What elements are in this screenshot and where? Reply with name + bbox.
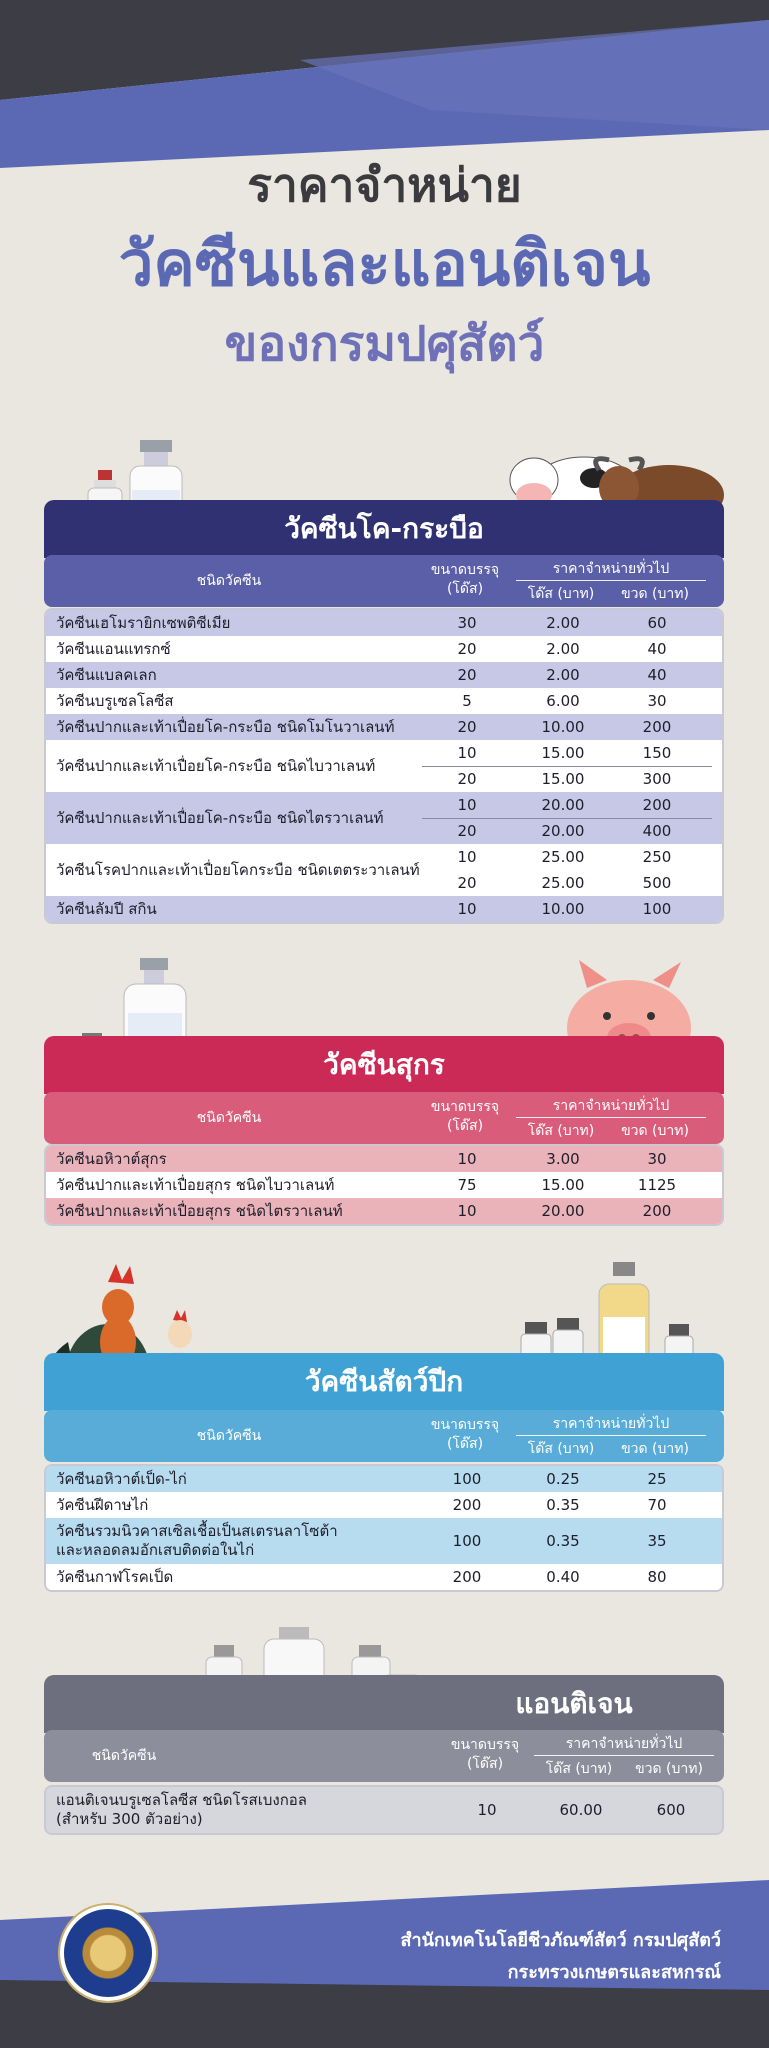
column-general-price: ราคาจำหน่ายทั่วไป bbox=[516, 558, 706, 581]
column-vaccine-type: ชนิดวัคซีน bbox=[91, 1748, 157, 1764]
column-general-price: ราคาจำหน่ายทั่วไป bbox=[516, 1413, 706, 1436]
column-vaccine-type: ชนิดวัคซีน bbox=[196, 1110, 262, 1126]
footer-line-bureau: สำนักเทคโนโลยีชีวภัณฑ์สัตว์ กรมปศุสัตว์ bbox=[400, 1930, 721, 1951]
poultry-section bbox=[44, 1262, 724, 1602]
column-price-per-dose: โด๊ส (บาท) bbox=[527, 1123, 595, 1139]
column-price-per-dose: โด๊ส (บาท) bbox=[527, 586, 595, 602]
table-row: วัคซีนปากและเท้าเปื่อยสุกร ชนิดไตรวาเลนท์ 10 20.00 200 bbox=[46, 1198, 722, 1224]
poultry-table bbox=[44, 1464, 724, 1592]
table-row: วัคซีนแบลคเลก 20 2.00 40 bbox=[46, 662, 722, 688]
footer-organization bbox=[400, 1925, 721, 1989]
table-row: วัคซีนปากและเท้าเปื่อยโค-กระบือ ชนิดไตรวาเลนท์ 10 20.00 200 20 20.00 400 bbox=[46, 792, 722, 844]
column-pack-size: ขนาดบรรจุ (โด๊ส) bbox=[430, 1417, 500, 1452]
table-row: วัคซีนบรูเซลโลซีส 5 6.00 30 bbox=[46, 688, 722, 714]
column-price-per-bottle: ขวด (บาท) bbox=[621, 1441, 689, 1457]
cattle-table bbox=[44, 608, 724, 924]
title-line-price: ราคาจำหน่าย bbox=[247, 158, 522, 212]
footer-line-ministry: กระทรวงเกษตรและสหกรณ์ bbox=[507, 1962, 721, 1983]
table-row: วัคซีนเฮโมรายิกเซพติซีเมีย 30 2.00 60 bbox=[46, 610, 722, 636]
table-row: วัคซีนโรคปากและเท้าเปื่อยโคกระบือ ชนิดเตตระวาเลนท์ 10 25.00 250 20 25.00 500 bbox=[46, 844, 722, 896]
column-general-price: ราคาจำหน่ายทั่วไป bbox=[534, 1733, 714, 1756]
swine-column-header bbox=[44, 1092, 724, 1144]
column-pack-size: ขนาดบรรจุ (โด๊ส) bbox=[450, 1737, 520, 1772]
column-price-per-bottle: ขวด (บาท) bbox=[635, 1761, 703, 1777]
antigen-column-header bbox=[44, 1730, 724, 1782]
table-row: วัคซีนรวมนิวคาสเซิลเชื้อเป็นสเตรนลาโซต้า และหลอดลมอักเสบติดต่อในไก่ 100 0.35 35 bbox=[46, 1518, 722, 1564]
column-pack-size: ขนาดบรรจุ (โด๊ส) bbox=[430, 562, 500, 597]
title-line-vaccines: วัคซีนและแอนติเจน bbox=[118, 227, 651, 300]
antigen-table bbox=[44, 1785, 724, 1835]
column-general-price: ราคาจำหน่ายทั่วไป bbox=[516, 1095, 706, 1118]
table-row: วัคซีนฝีดาษไก่ 200 0.35 70 bbox=[46, 1492, 722, 1518]
top-decor-band bbox=[0, 0, 769, 180]
column-vaccine-type: ชนิดวัคซีน bbox=[196, 1428, 262, 1444]
column-price-per-bottle: ขวด (บาท) bbox=[621, 586, 689, 602]
cattle-column-header bbox=[44, 555, 724, 607]
table-row: วัคซีนปากและเท้าเปื่อยโค-กระบือ ชนิดโมโนวาเลนท์ 20 10.00 200 bbox=[46, 714, 722, 740]
swine-section bbox=[44, 958, 724, 1230]
column-vaccine-type: ชนิดวัคซีน bbox=[196, 573, 262, 589]
department-seal-logo bbox=[60, 1905, 156, 2001]
antigen-section bbox=[44, 1625, 724, 1835]
column-price-per-dose: โด๊ส (บาท) bbox=[545, 1761, 613, 1777]
poultry-section-title: วัคซีนสัตว์ปีก bbox=[44, 1353, 724, 1411]
table-row: แอนติเจนบรูเซลโลซีส ชนิดโรสเบงกอล (สำหรับ 300 ตัวอย่าง) 10 60.00 600 bbox=[46, 1787, 722, 1833]
table-row: วัคซีนกาฬโรคเป็ด 200 0.40 80 bbox=[46, 1564, 722, 1590]
title-line-department: ของกรมปศุสัตว์ bbox=[224, 316, 545, 372]
table-row: วัคซีนแอนแทรกซ์ 20 2.00 40 bbox=[46, 636, 722, 662]
column-pack-size: ขนาดบรรจุ (โด๊ส) bbox=[430, 1099, 500, 1134]
swine-section-title: วัคซีนสุกร bbox=[44, 1036, 724, 1094]
table-row: วัคซีนปากและเท้าเปื่อยสุกร ชนิดไบวาเลนท์ 75 15.00 1125 bbox=[46, 1172, 722, 1198]
table-row: วัคซีนปากและเท้าเปื่อยโค-กระบือ ชนิดไบวาเลนท์ 10 15.00 150 20 15.00 300 bbox=[46, 740, 722, 792]
poultry-column-header bbox=[44, 1410, 724, 1462]
cattle-section-title: วัคซีนโค-กระบือ bbox=[44, 500, 724, 558]
page-title-block bbox=[0, 155, 769, 375]
cattle-section bbox=[44, 440, 724, 930]
column-price-per-dose: โด๊ส (บาท) bbox=[527, 1441, 595, 1457]
antigen-section-title: แอนติเจน bbox=[44, 1675, 724, 1733]
swine-table bbox=[44, 1144, 724, 1226]
column-price-per-bottle: ขวด (บาท) bbox=[621, 1123, 689, 1139]
table-row: วัคซีนอหิวาต์สุกร 10 3.00 30 bbox=[46, 1146, 722, 1172]
table-row: วัคซีนอหิวาต์เป็ด-ไก่ 100 0.25 25 bbox=[46, 1466, 722, 1492]
table-row: วัคซีนลัมปี สกิน 10 10.00 100 bbox=[46, 896, 722, 922]
